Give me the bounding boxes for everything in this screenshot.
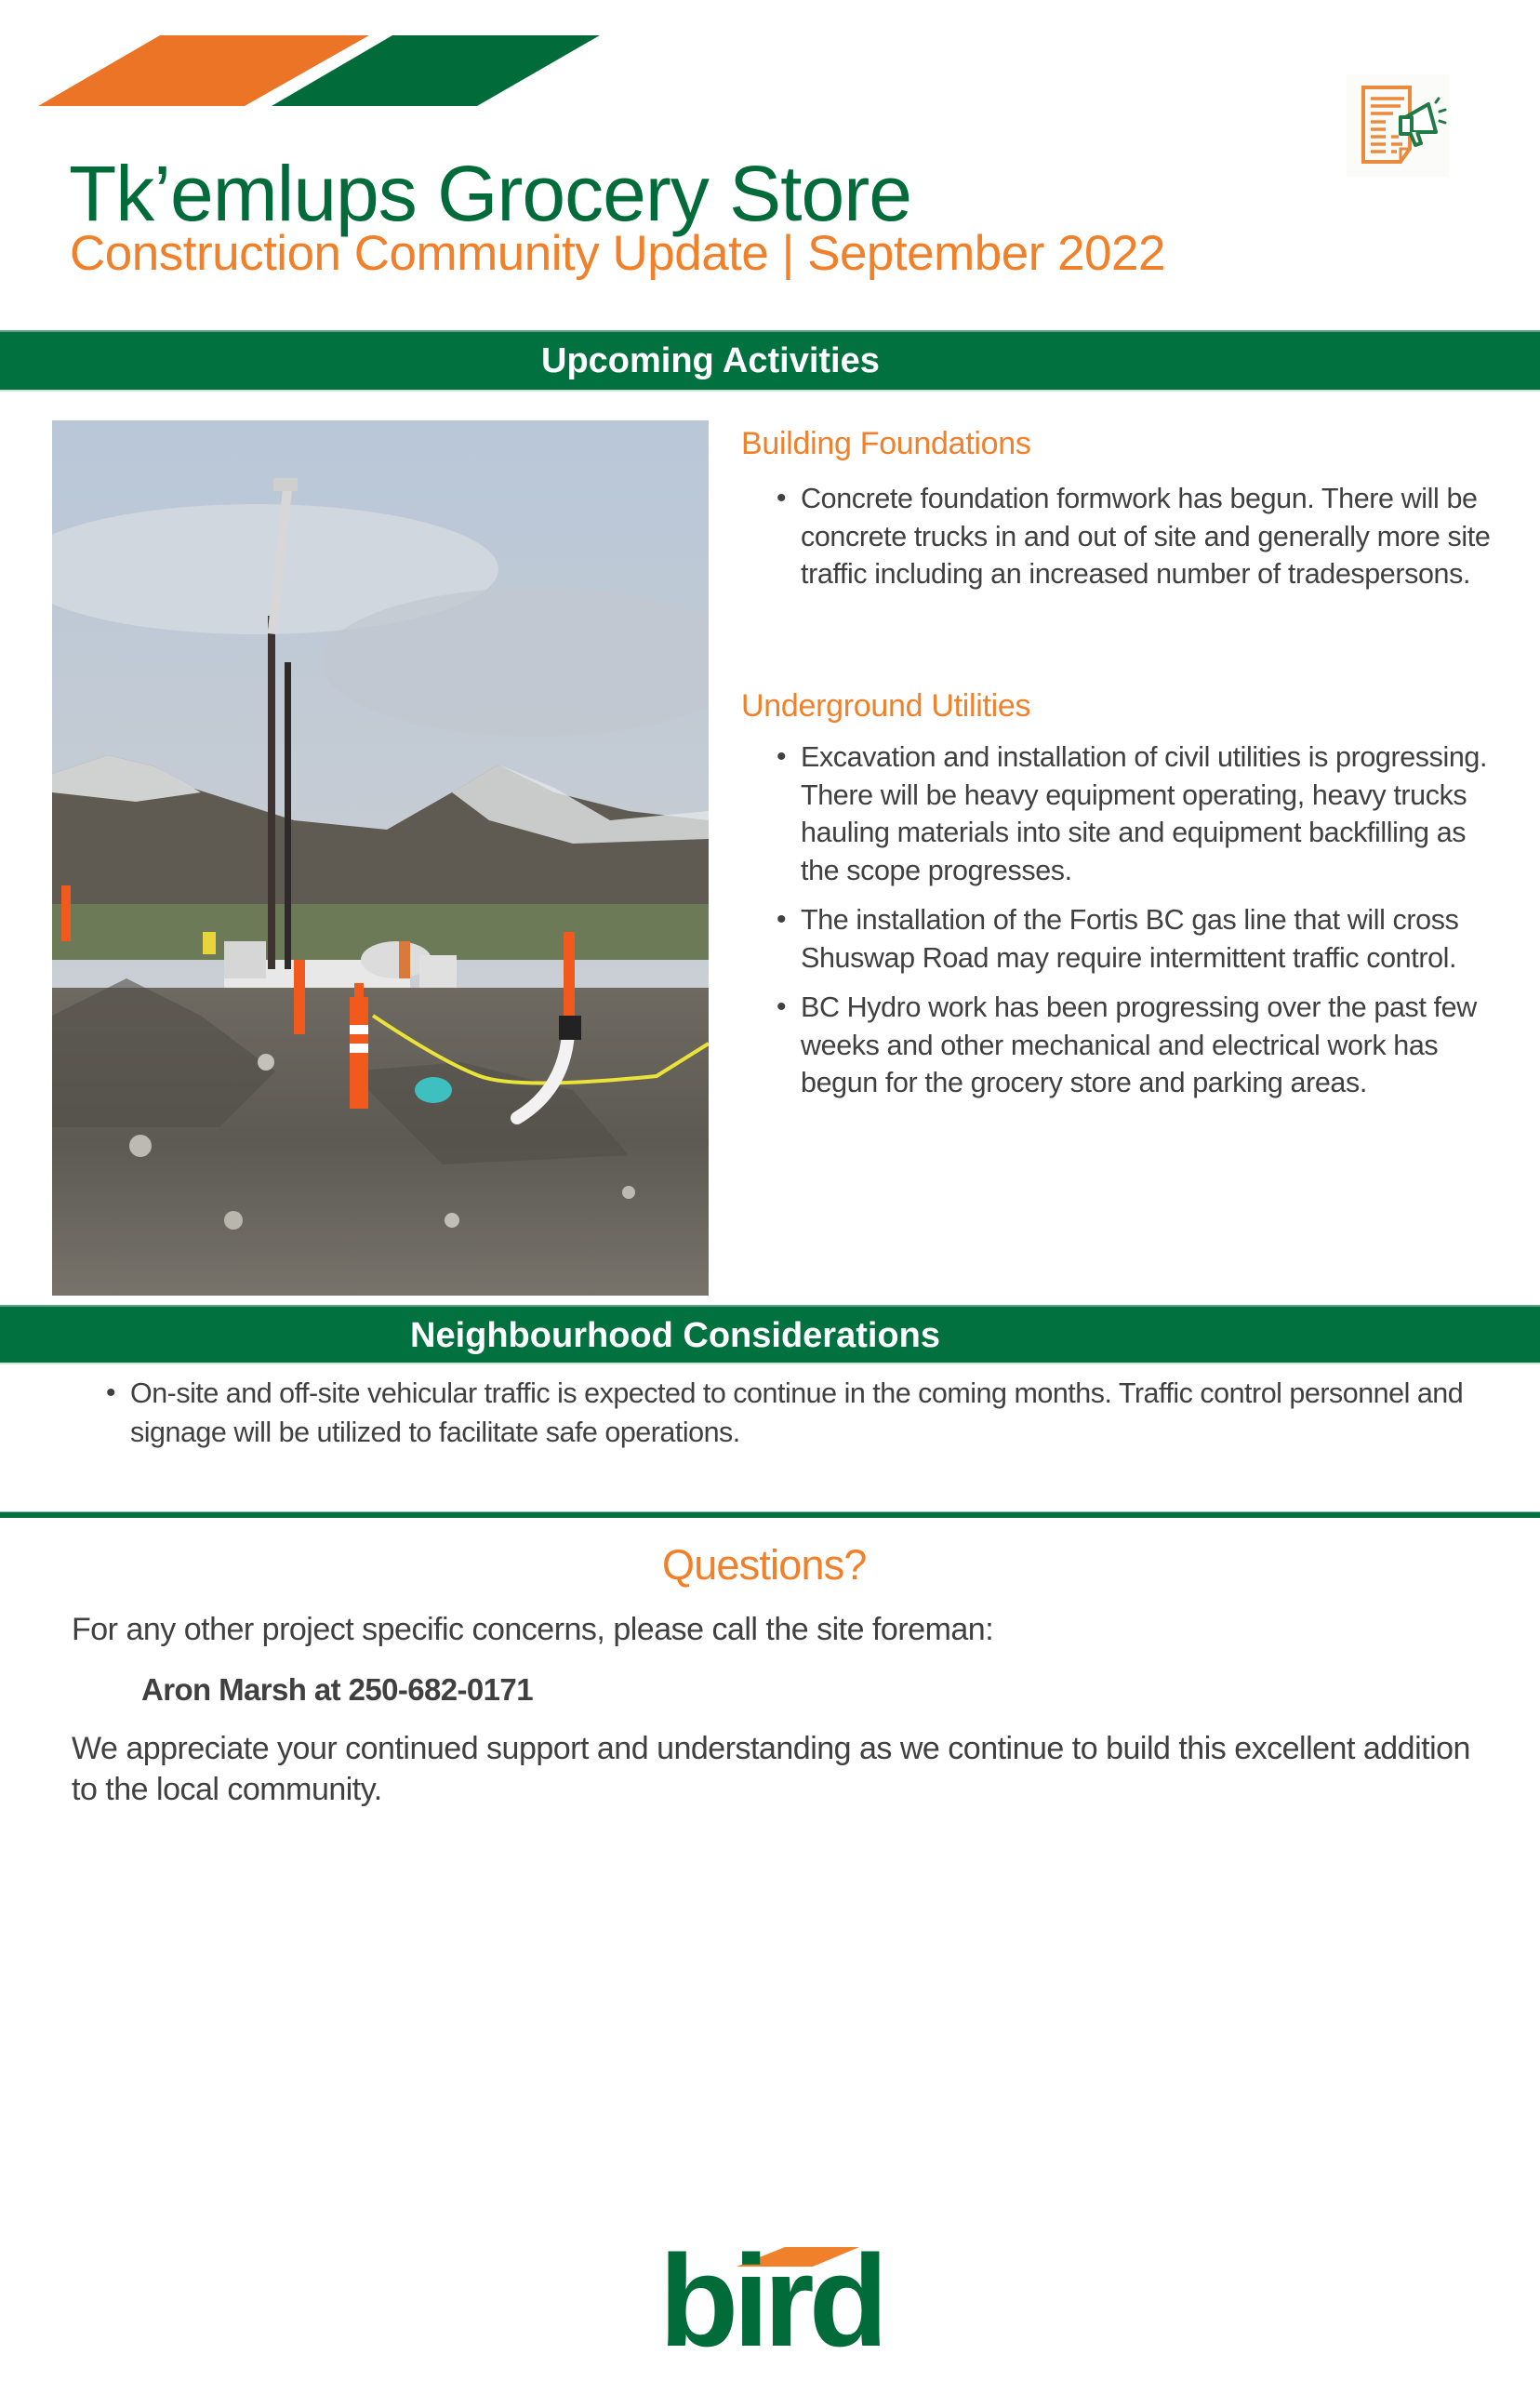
building-foundations-list [777,480,1507,593]
upcoming-activities-bar [0,330,1540,392]
neighbourhood-considerations-bar [0,1305,1540,1364]
site-foreman-contact: Aron Marsh at 250-682-0171 [141,1672,533,1707]
section-divider [0,1511,1540,1518]
closing-message: We appreciate your continued support and understanding as we continue to build this excellent addition to the local community. [72,1731,1470,1807]
section-title: Upcoming Activities [541,341,880,380]
brand-stripes-graphic [0,0,651,121]
contact-intro-text: For any other project specific concerns, please call the site foreman: [72,1612,994,1647]
list-item: • Excavation and installation of civil utilities is progressing. There will be heavy equipment operating, heavy trucks hauling materials into site and equipment backfilling as the scope progresses. [801,738,1507,889]
section-title: Neighbourhood Considerations [410,1316,940,1355]
list-item: • On-site and off-site vehicular traffic is expected to continue in the coming months. Traffic control personnel and signage will be utilized to facilitate safe operations. [130,1374,1525,1452]
bullet-icon: • [106,1377,116,1408]
bullet-icon: • [777,991,787,1022]
page-subtitle: Construction Community Update | September 2022 [70,226,1165,281]
bird-logo [650,2241,892,2353]
underground-utilities-list [777,738,1507,1102]
logo-wordmark: bird [658,2241,883,2353]
list-item: • The installation of the Fortis BC gas line that will cross Shuswap Road may require intermittent traffic control. [801,901,1507,977]
construction-site-photo [52,420,709,1296]
underground-utilities-heading: Underground Utilities [741,688,1031,724]
list-item: • BC Hydro work has been progressing over the past few weeks and other mechanical and electrical work has begun for the grocery store and parking areas. [801,989,1507,1102]
document-megaphone-icon [1347,74,1449,177]
building-foundations-heading: Building Foundations [741,426,1031,461]
bullet-icon: • [777,483,787,513]
bullet-icon: • [777,904,787,935]
bullet-icon: • [777,741,787,772]
page-title: Tk’emlups Grocery Store [69,150,911,237]
questions-heading: Questions? [662,1541,867,1589]
neighbourhood-list [106,1374,1525,1452]
list-item: • Concrete foundation formwork has begun. There will be concrete trucks in and out of site and generally more site traffic including an increased number of tradespersons. [801,480,1507,593]
photo-illustration [52,420,709,1296]
